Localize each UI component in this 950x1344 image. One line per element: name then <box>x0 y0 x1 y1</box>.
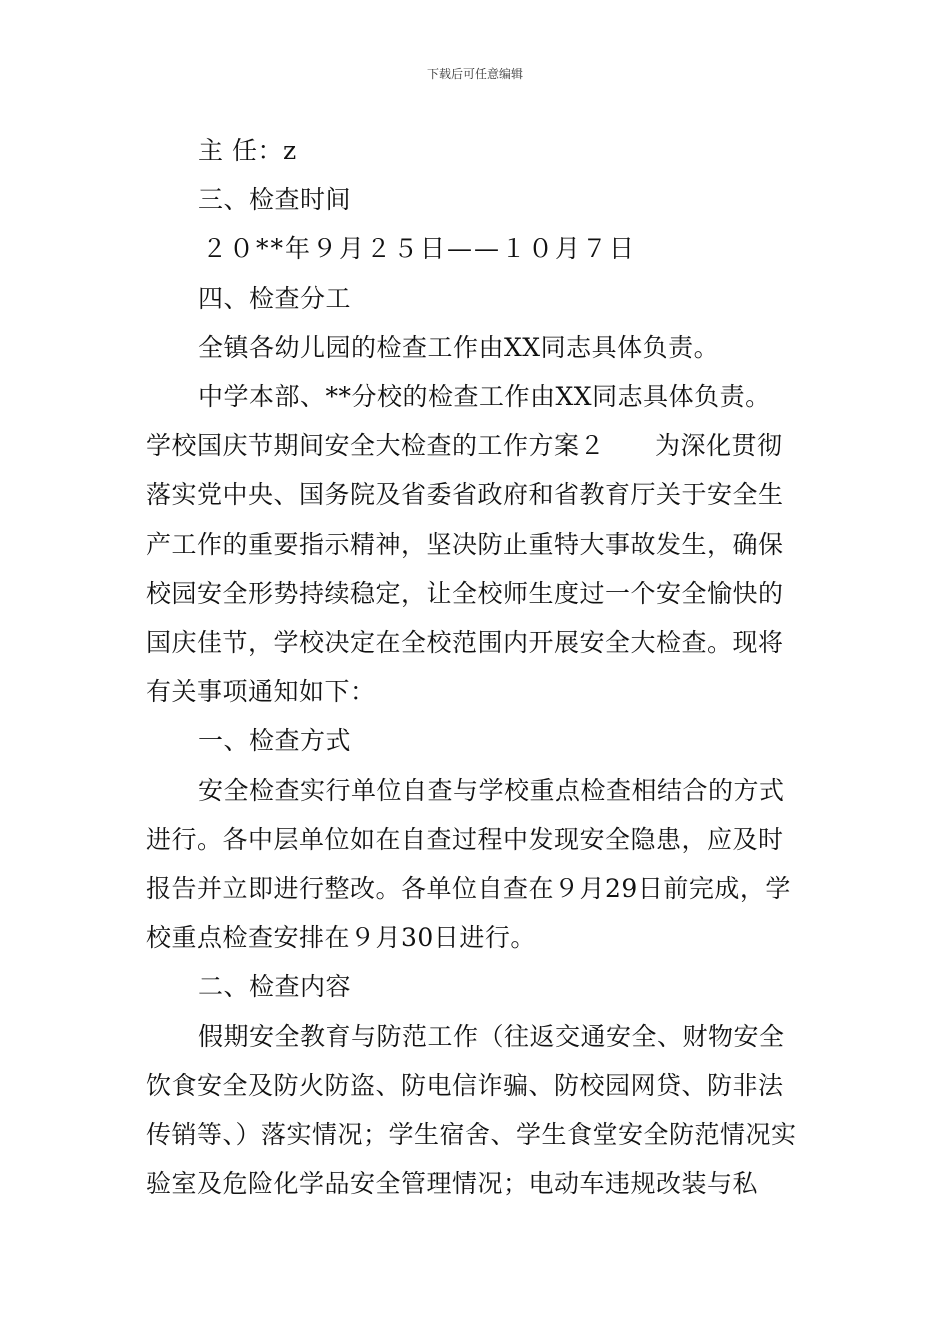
page-header-note: 下载后可任意编辑 <box>426 67 523 81</box>
section-heading-division: 四、检查分工 <box>198 283 352 313</box>
document-body <box>146 126 808 1208</box>
date-range-line: ２０**年９月２５日——１０月７日 <box>202 234 637 264</box>
assignment-middle-school: 中学本部、**分校的检查工作由XX同志具体负责。 <box>198 382 771 412</box>
plan2-intro: 为深化贯彻落实党中央、国务院及省委省政府和省教育厅关于安全生产工作的重要指示精神，坚决防止重特大事故发生，确保校园安全形势持续稳定，让全校师生度过一个安全愉快的国庆佳节，学校决定在全校范围内开展安全大检查。现将有关事项通知如下： <box>146 431 784 707</box>
section-heading-content: 二、检查内容 <box>198 972 352 1002</box>
assignment-kindergarten: 全镇各幼儿园的检查工作由XX同志具体负责。 <box>198 332 720 362</box>
content-paragraph: 假期安全教育与防范工作（往返交通安全、财物安全饮食安全及防火防盗、防电信诈骗、防校园网贷、防非法传销等、）落实情况；学生宿舍、学生食堂安全防范情况实验室及危险化学品安全管理情况；电动车违规改装与私 <box>146 1021 797 1199</box>
director-line: 主 任：z <box>198 136 297 165</box>
section-heading-method: 一、检查方式 <box>198 726 352 756</box>
section-heading-time: 三、检查时间 <box>198 185 352 215</box>
method-paragraph: 安全检查实行单位自查与学校重点检查相结合的方式进行。各中层单位如在自查过程中发现安全隐患，应及时报告并立即进行整改。各单位自查在９月29日前完成，学校重点检查安排在９月30日进行。 <box>146 775 791 953</box>
plan2-title: 学校国庆节期间安全大检查的工作方案２ <box>146 431 606 461</box>
plan2-paragraph <box>146 421 808 716</box>
